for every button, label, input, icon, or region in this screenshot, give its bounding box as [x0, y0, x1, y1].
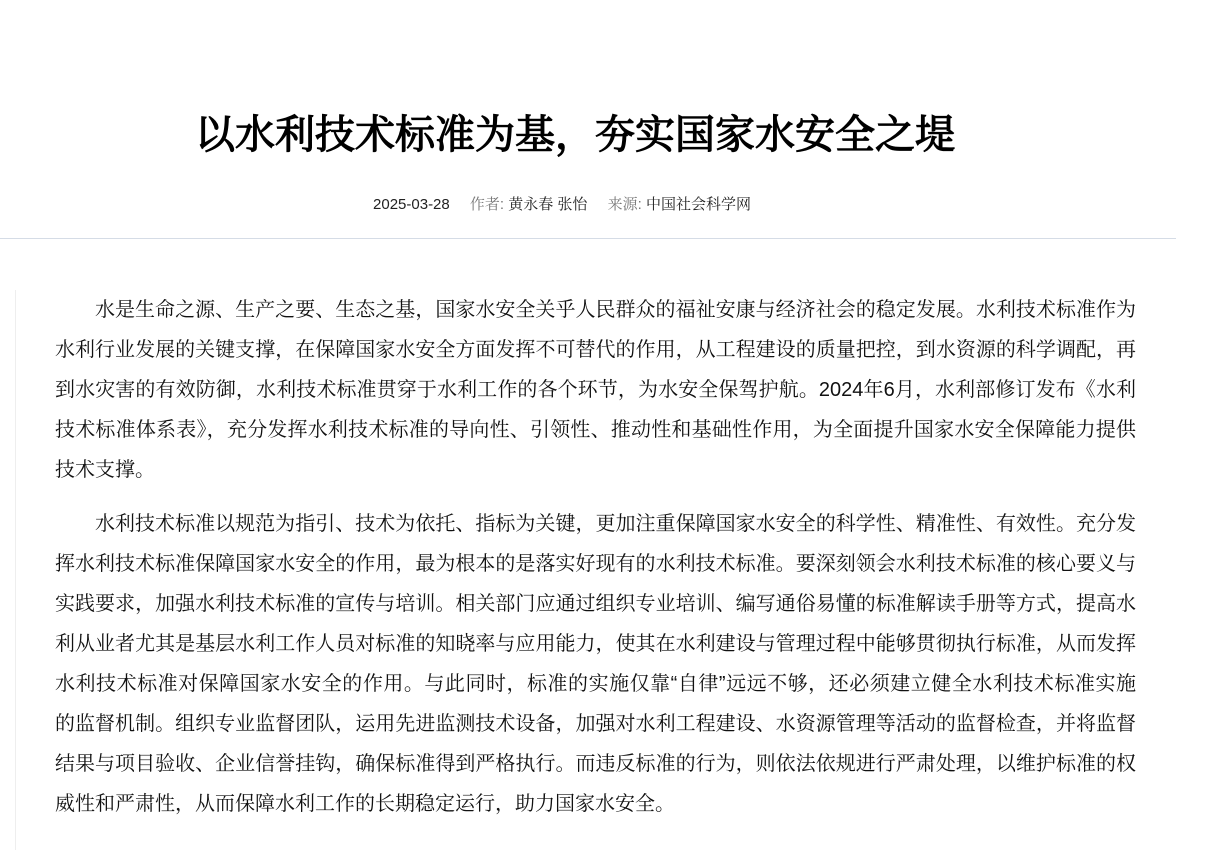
paragraph-line: 水是生命之源、生产之要、生态之基，国家水安全关乎人民群众的福祉安康与经济社会的稳定发展。水利技术标准作为 [95, 299, 1136, 321]
paragraph-line: 技术支撑。 [55, 459, 155, 481]
article-paragraph [55, 290, 1136, 490]
content-left-border [15, 290, 16, 850]
header-divider [0, 238, 1176, 239]
author-label: 作者: [469, 196, 505, 213]
paragraph-line: 的监督机制。组织专业监督团队，运用先进监测技术设备，加强对水利工程建设、水资源管理等活动的监督检查，并将监督 [55, 713, 1136, 735]
paragraph-line: 实践要求，加强水利技术标准的宣传与培训。相关部门应通过组织专业培训、编写通俗易懂的标准解读手册等方式，提高水 [55, 593, 1136, 615]
article-paragraph [55, 504, 1136, 824]
paragraph-line: 威性和严肃性，从而保障水利工作的长期稳定运行，助力国家水安全。 [55, 793, 675, 815]
paragraph-line: 挥水利技术标准保障国家水安全的作用，最为根本的是落实好现有的水利技术标准。要深刻领会水利技术标准的核心要义与 [55, 553, 1136, 575]
source-label: 来源: [607, 196, 642, 213]
source-info [608, 196, 751, 213]
paragraph-line: 到水灾害的有效防御，水利技术标准贯穿于水利工作的各个环节，为水安全保驾护航。2024年6月，水利部修订发布《水利 [55, 379, 1136, 401]
paragraph-line: 水利技术标准对保障国家水安全的作用。与此同时，标准的实施仅靠“自律”远远不够，还必须建立健全水利技术标准实施 [55, 673, 1136, 695]
paragraph-line: 水利行业发展的关键支撑，在保障国家水安全方面发挥不可替代的作用，从工程建设的质量把控，到水资源的科学调配，再 [55, 339, 1136, 361]
author-names: 黄永春 张怡 [508, 196, 588, 213]
publish-date: 2025-03-28 [373, 196, 450, 213]
article-title: 以水利技术标准为基，夯实国家水安全之堤 [195, 112, 955, 157]
paragraph-line: 利从业者尤其是基层水利工作人员对标准的知晓率与应用能力，使其在水利建设与管理过程中能够贯彻执行标准，从而发挥 [55, 633, 1136, 655]
article-meta [0, 195, 1124, 215]
paragraph-line: 水利技术标准以规范为指引、技术为依托、指标为关键，更加注重保障国家水安全的科学性、精准性、有效性。充分发 [95, 513, 1136, 535]
author-info [470, 196, 588, 213]
paragraph-line: 结果与项目验收、企业信誉挂钩，确保标准得到严格执行。而违反标准的行为，则依法依规进行严肃处理，以维护标准的权 [55, 753, 1136, 775]
paragraph-line: 技术标准体系表》，充分发挥水利技术标准的导向性、引领性、推动性和基础性作用，为全面提升国家水安全保障能力提供 [55, 419, 1136, 441]
article-body [55, 290, 1136, 838]
source-name: 中国社会科学网 [645, 196, 751, 213]
